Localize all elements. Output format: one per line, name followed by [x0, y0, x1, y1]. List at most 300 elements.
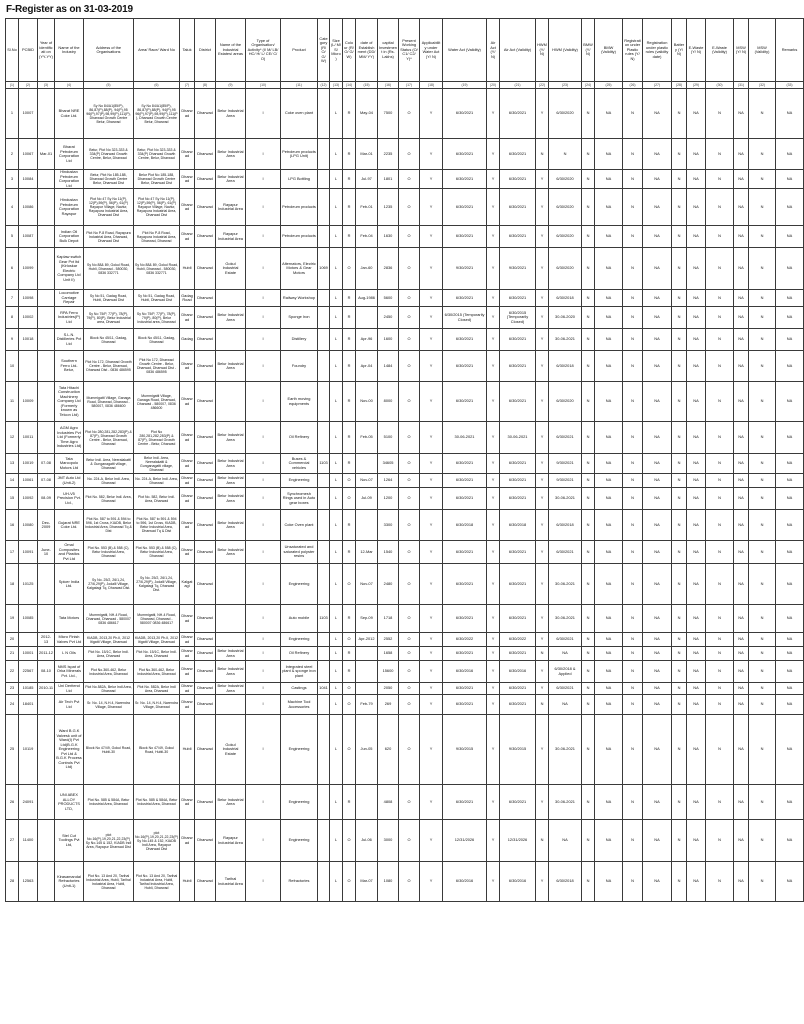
table-cell: Plot No. 13 And 20, Tarihal Industrial Area, Hubli, Tarihal Industrial Area, Hubli, Dharwad: [84, 862, 134, 902]
table-cell: 6/30/2021: [549, 633, 582, 647]
table-cell: N: [706, 862, 734, 902]
table-cell: N: [582, 170, 595, 189]
table-cell: Y: [536, 510, 549, 541]
table-cell: NA: [776, 454, 804, 474]
column-number: (27): [643, 82, 672, 89]
column-number: (10): [246, 82, 281, 89]
table-cell: Belur Indl. Area, Neeralakatti & Gunganagatti village, Dharwad: [84, 454, 134, 474]
table-cell: N: [706, 307, 734, 329]
table-cell: N: [706, 382, 734, 422]
table-cell: Tata Motors: [55, 605, 84, 633]
table-cell: Dharwad: [195, 661, 216, 683]
table-cell: 2010-11: [38, 683, 55, 695]
table-cell: I: [246, 715, 281, 785]
table-cell: O: [399, 290, 420, 307]
table-cell: Sy No 84/A1(85/P), 86,87(P),88(P), 94(P),95 96(P),97(P),98,99(P),111(P), Dharwad Growth Centre Belur, Dharwad: [134, 89, 180, 139]
table-cell: Engineering: [281, 715, 318, 785]
table-cell: 6/30/2021: [549, 422, 582, 454]
table-cell: R: [343, 139, 356, 170]
table-cell: NA: [687, 307, 706, 329]
table-cell: 6/30/2018: [443, 510, 487, 541]
table-cell: Belur, Plot No 323-333 & 334(P) Dharwad Growth Centre, Belur, Dharwad: [84, 139, 134, 170]
table-cell: Hubli: [180, 248, 195, 290]
table-cell: [318, 647, 330, 661]
table-cell: 6/30/2021: [443, 170, 487, 189]
table-cell: N: [672, 605, 687, 633]
table-cell: NA: [734, 290, 749, 307]
table-cell: Kalgatagi: [180, 564, 195, 605]
table-cell: NA: [595, 248, 623, 290]
table-cell: 10086: [19, 189, 38, 226]
table-cell: NA: [595, 661, 623, 683]
table-cell: O: [399, 820, 420, 862]
table-cell: Belur Industrial Area: [216, 661, 246, 683]
table-cell: Y: [536, 329, 549, 351]
table-cell: 2: [6, 139, 19, 170]
table-cell: I: [246, 820, 281, 862]
table-cell: N: [749, 89, 776, 139]
table-cell: Engineering: [281, 474, 318, 488]
table-cell: 269: [378, 695, 399, 715]
table-cell: Belur Industrial Area: [216, 89, 246, 139]
table-cell: 26: [6, 785, 19, 820]
table-cell: N: [672, 683, 687, 695]
table-cell: Jan-60: [356, 248, 378, 290]
table-cell: N: [623, 329, 643, 351]
table-cell: Plot No. 585 & 584A, Belur Industrial Area, Dharwad: [134, 785, 180, 820]
column-header: Applicability under Water Act (Y/ N): [420, 19, 443, 82]
table-cell: No. 224-A, Belur Indl. Area, Dharwad: [134, 474, 180, 488]
table-cell: Integrated steel plant & sponge iron plant: [281, 661, 318, 683]
table-row: [6, 382, 804, 422]
table-cell: 2050: [378, 683, 399, 695]
table-cell: L: [330, 351, 343, 382]
table-cell: 25: [6, 715, 19, 785]
table-cell: I: [246, 307, 281, 329]
table-cell: NA: [595, 510, 623, 541]
table-cell: 10080: [19, 510, 38, 541]
table-cell: 15: [6, 488, 19, 510]
table-cell: Locomotive Carriage Repair: [55, 290, 84, 307]
table-cell: Apr-96: [356, 329, 378, 351]
table-cell: Micro Finish Valves Pvt Ltd: [55, 633, 84, 647]
table-cell: Y: [420, 139, 443, 170]
table-cell: Y: [420, 382, 443, 422]
table-cell: NA: [776, 474, 804, 488]
table-cell: I: [246, 695, 281, 715]
table-cell: N: [582, 683, 595, 695]
table-cell: O: [343, 474, 356, 488]
table-cell: Y: [487, 647, 500, 661]
table-cell: N: [672, 307, 687, 329]
table-cell: NA: [595, 820, 623, 862]
table-cell: N: [582, 785, 595, 820]
column-header: Battery (Y/ N): [672, 19, 687, 82]
column-number: (1): [6, 82, 19, 89]
table-cell: 1540: [378, 541, 399, 564]
table-cell: O: [399, 474, 420, 488]
table-cell: N: [749, 695, 776, 715]
table-cell: N: [623, 382, 643, 422]
table-cell: Y: [420, 351, 443, 382]
table-cell: 1658: [378, 647, 399, 661]
table-cell: [38, 695, 55, 715]
table-cell: L: [330, 139, 343, 170]
table-cell: Sy No 51, Gadag Road, Hubli, Dharwad Dist: [84, 290, 134, 307]
table-cell: NA: [776, 189, 804, 226]
table-cell: Y: [487, 290, 500, 307]
table-cell: 12/31/2026: [443, 820, 487, 862]
table-cell: NA: [734, 89, 749, 139]
table-cell: Y: [536, 474, 549, 488]
table-row: [6, 226, 804, 248]
table-cell: Rayapur Industrial Area: [216, 189, 246, 226]
table-cell: 9/30/2021: [500, 248, 536, 290]
table-cell: Feb-79: [356, 695, 378, 715]
table-cell: Y: [420, 488, 443, 510]
table-cell: NA: [687, 226, 706, 248]
table-cell: L: [330, 382, 343, 422]
table-cell: NA: [643, 862, 672, 902]
table-cell: L: [330, 474, 343, 488]
table-cell: NA: [643, 351, 672, 382]
table-cell: NA: [734, 307, 749, 329]
table-cell: 30-06-2021: [500, 422, 536, 454]
table-cell: NA: [595, 605, 623, 633]
table-cell: NA: [776, 605, 804, 633]
table-cell: 22: [6, 661, 19, 683]
table-cell: Y: [487, 683, 500, 695]
column-number: (22): [536, 82, 549, 89]
table-cell: I: [246, 647, 281, 661]
table-cell: Mar-01: [38, 139, 55, 170]
table-cell: N: [672, 715, 687, 785]
table-cell: Y: [420, 189, 443, 226]
table-cell: N: [582, 226, 595, 248]
table-cell: O: [399, 683, 420, 695]
table-cell: I: [246, 488, 281, 510]
table-cell: Y: [487, 307, 500, 329]
table-cell: I: [246, 170, 281, 189]
table-cell: I: [246, 683, 281, 695]
column-number: (7): [180, 82, 195, 89]
table-cell: KIADB, 2013,20 Ph.II, 2012 Itigatti Village, Dharwad: [134, 633, 180, 647]
table-cell: Mummigatti Village, Ganaga Road, Dharwad, Dharwad - 580007, 0836 486600: [84, 382, 134, 422]
table-cell: 6/30/2021: [443, 189, 487, 226]
table-cell: Plot No.582A, Belur Indl Area, Dharwad: [85, 684, 132, 693]
table-cell: 6/30/2021: [443, 226, 487, 248]
table-cell: NA: [776, 89, 804, 139]
table-cell: NA: [643, 290, 672, 307]
table-cell: N: [706, 454, 734, 474]
column-number: (32): [749, 82, 776, 89]
table-cell: 6/30/2021: [500, 290, 536, 307]
table-cell: NA: [734, 329, 749, 351]
table-cell: [318, 382, 330, 422]
table-cell: Belur, Plot No 185-188, Dharwad Growth Centre Belur, Dharwad Dist: [84, 170, 134, 189]
table-cell: 6/30/2021: [443, 488, 487, 510]
table-cell: NA: [734, 647, 749, 661]
table-cell: Y: [536, 683, 549, 695]
table-row: [6, 474, 804, 488]
table-cell: N: [536, 820, 549, 862]
column-header-row: [6, 19, 804, 82]
table-cell: Rayapur Industrial Area: [216, 820, 246, 862]
table-cell: Dharwad: [195, 351, 216, 382]
table-cell: N: [623, 683, 643, 695]
table-cell: Plot No 47 Sy No 11(P), 12(P),59(P), 56(P), 61(P) Rayapur Village, Navlur, Rayapura Industrial Area, Dharwad Dist: [134, 189, 180, 226]
table-cell: Y: [536, 785, 549, 820]
table-cell: Auto mobile: [281, 605, 318, 633]
column-number: (21): [500, 82, 536, 89]
table-cell: 6/30/2016: [443, 862, 487, 902]
table-cell: NA: [595, 170, 623, 189]
table-cell: Earth moving equipments: [281, 382, 318, 422]
table-cell: Plot No 172, Dharwad Growth Centre - Belur, Dharwad, Dharwad Dist - 0836 486595: [84, 351, 134, 382]
table-cell: NA: [643, 820, 672, 862]
table-cell: 6/30/2021: [443, 564, 487, 605]
table-cell: Plot No. 553 (B) & 558 (C), Belur Industrial Area, Dharwad: [134, 541, 180, 564]
table-cell: L: [330, 189, 343, 226]
table-cell: Dharwad: [195, 715, 216, 785]
table-row: [6, 785, 804, 820]
table-cell: 1718: [378, 605, 399, 633]
table-cell: 2480: [378, 564, 399, 605]
table-cell: [19, 351, 38, 382]
table-cell: Y: [420, 820, 443, 862]
table-cell: NA: [687, 248, 706, 290]
table-cell: Dharwad: [180, 474, 195, 488]
table-cell: NA: [776, 139, 804, 170]
table-cell: Jul-06: [356, 820, 378, 862]
column-number: (15): [356, 82, 378, 89]
table-cell: NA: [734, 474, 749, 488]
table-cell: L: [330, 307, 343, 329]
table-cell: 10084: [19, 170, 38, 189]
table-cell: plot No.16(P),19,20,21,22,23(P) Sy No.145 & 152, KIADB Indl Area, Rayapur Dharwad Dist: [134, 820, 180, 862]
table-cell: 13: [6, 454, 19, 474]
table-cell: O: [399, 862, 420, 902]
table-cell: Dharwad: [195, 89, 216, 139]
table-cell: 6/30/2021: [500, 189, 536, 226]
table-cell: N: [672, 382, 687, 422]
table-cell: [356, 785, 378, 820]
column-header: BMW (Validity): [595, 19, 623, 82]
table-cell: UH-V5 Precision Pvt. Ltd.,: [55, 488, 84, 510]
table-cell: 5600: [378, 290, 399, 307]
table-cell: NA: [776, 510, 804, 541]
column-header: Registration under plastic rules (validity date): [643, 19, 672, 82]
table-cell: 6/30/2016: [500, 862, 536, 902]
column-header: Water Act (Validity): [443, 19, 487, 82]
table-cell: [38, 564, 55, 605]
table-cell: NA: [595, 454, 623, 474]
table-cell: N: [582, 695, 595, 715]
table-cell: [38, 820, 55, 862]
table-cell: 8: [6, 307, 19, 329]
table-cell: N: [672, 89, 687, 139]
table-cell: N: [582, 454, 595, 474]
table-cell: Gadag Road: [180, 290, 195, 307]
table-cell: [38, 862, 55, 902]
column-header: Name of the Industry: [55, 19, 84, 82]
table-row: [6, 683, 804, 695]
table-cell: Belur Indl. Area, Neeralakatti & Gunganagatti village, Dharwad: [134, 454, 180, 474]
table-cell: NA: [776, 820, 804, 862]
table-cell: 10061: [19, 474, 38, 488]
table-cell: NA: [643, 474, 672, 488]
table-cell: NA: [595, 564, 623, 605]
table-cell: NA: [687, 351, 706, 382]
table-cell: AGM Agro Industries Pvt Ltd (Formerly Time Agro Industries Ltd): [55, 422, 84, 454]
table-cell: O: [399, 647, 420, 661]
table-cell: NA: [687, 474, 706, 488]
table-cell: NA: [595, 189, 623, 226]
table-cell: Y: [536, 715, 549, 785]
table-cell: N: [582, 510, 595, 541]
table-cell: Sponge Iron: [281, 307, 318, 329]
table-cell: O: [399, 564, 420, 605]
table-cell: R: [343, 290, 356, 307]
table-cell: N: [623, 862, 643, 902]
table-cell: 6/30/2021: [443, 454, 487, 474]
table-cell: I: [246, 564, 281, 605]
table-cell: RPA Ferro Industries(P) Ltd: [55, 307, 84, 329]
table-cell: [318, 541, 330, 564]
table-cell: [38, 382, 55, 422]
table-cell: O: [399, 248, 420, 290]
table-cell: Dharwad: [195, 248, 216, 290]
table-cell: Mar-01: [356, 139, 378, 170]
table-cell: [38, 226, 55, 248]
table-cell: I: [246, 510, 281, 541]
table-cell: [38, 307, 55, 329]
column-header: E-Waste (Y/ N): [687, 19, 706, 82]
table-cell: Y: [487, 488, 500, 510]
table-cell: NA: [734, 170, 749, 189]
table-cell: O: [399, 189, 420, 226]
table-cell: 10085: [19, 605, 38, 633]
table-cell: Plot No. 13 And 20, Tarihal Industrial Area, Hubli, Tarihal Industrial Area, Hubli, Dharwad: [134, 862, 180, 902]
table-cell: O: [343, 488, 356, 510]
table-cell: Y: [420, 564, 443, 605]
table-cell: Jul-09: [356, 488, 378, 510]
table-cell: NA: [734, 564, 749, 605]
table-cell: [318, 715, 330, 785]
table-cell: Apr-04: [356, 351, 378, 382]
table-cell: N: [672, 510, 687, 541]
table-cell: Plot No 280,281,282,283(P) & 87(P), Dharwad Growth Centre - Belur, Dharwad: [134, 422, 180, 454]
table-cell: Y: [487, 862, 500, 902]
table-cell: N: [672, 139, 687, 170]
table-row: [6, 454, 804, 474]
table-cell: R: [343, 647, 356, 661]
table-cell: Dharwad: [180, 661, 195, 683]
column-header: Air Act (Y/ N): [487, 19, 500, 82]
table-cell: Kaplaw switch Gear Pvt ltd (Kirloskar Electric Company Ltd Unit II): [55, 248, 84, 290]
table-cell: NA: [734, 488, 749, 510]
table-cell: Sy No. 25/2, 26/1,24, 27/6,29(P), Jodalli Village, Kalgatagi Tq, Dharwad Dist.: [134, 564, 180, 605]
table-cell: Y: [536, 454, 549, 474]
table-cell: Dharwad: [195, 382, 216, 422]
column-number: (12): [318, 82, 330, 89]
table-cell: N: [536, 139, 549, 170]
table-cell: N: [749, 488, 776, 510]
table-cell: L: [330, 226, 343, 248]
table-cell: N: [582, 633, 595, 647]
table-cell: Jun-05: [356, 715, 378, 785]
table-cell: N: [749, 820, 776, 862]
table-cell: [318, 307, 330, 329]
table-cell: 6/30/2021: [500, 695, 536, 715]
table-cell: N: [672, 329, 687, 351]
table-cell: Y: [420, 510, 443, 541]
table-cell: 2012-13: [38, 633, 55, 647]
table-cell: O: [399, 454, 420, 474]
table-cell: N: [749, 510, 776, 541]
table-cell: N: [672, 647, 687, 661]
table-cell: N: [582, 329, 595, 351]
table-cell: I: [246, 862, 281, 902]
table-cell: 30-06-2021: [549, 329, 582, 351]
table-cell: N: [706, 785, 734, 820]
table-cell: [356, 454, 378, 474]
table-cell: N: [582, 89, 595, 139]
table-cell: 15600: [378, 661, 399, 683]
table-cell: 2552: [378, 633, 399, 647]
table-cell: Stel Cut Toolings Pvt Ltd,: [55, 820, 84, 862]
table-cell: NA: [776, 785, 804, 820]
table-cell: UNI ABEX ALLOY PRODUCTS LTD,: [55, 785, 84, 820]
table-cell: Belur Industrial Area: [216, 422, 246, 454]
table-cell: 28: [6, 862, 19, 902]
table-cell: 30-06-2021: [549, 715, 582, 785]
table-cell: NA: [687, 715, 706, 785]
column-number: (31): [734, 82, 749, 89]
table-cell: NA: [776, 226, 804, 248]
table-cell: Dharwad: [195, 510, 216, 541]
table-cell: NA: [734, 683, 749, 695]
table-cell: NA: [776, 382, 804, 422]
table-cell: N: [749, 329, 776, 351]
table-cell: May-04: [356, 89, 378, 139]
table-cell: Block No 45/11, Gadag, Dharwad: [134, 329, 180, 351]
table-cell: N: [706, 329, 734, 351]
table-cell: 30-06-2021: [549, 605, 582, 633]
table-cell: 3: [6, 170, 19, 189]
table-cell: Dharwad: [195, 422, 216, 454]
table-cell: [318, 329, 330, 351]
table-cell: Y: [536, 170, 549, 189]
table-cell: Y: [420, 454, 443, 474]
table-cell: Machine Tool Accessories: [281, 695, 318, 715]
table-cell: N: [749, 307, 776, 329]
table-cell: 11: [6, 382, 19, 422]
table-cell: 6/30/2021: [443, 785, 487, 820]
table-cell: Dharwad: [195, 785, 216, 820]
table-cell: N: [706, 647, 734, 661]
table-cell: N: [706, 189, 734, 226]
table-cell: N: [706, 564, 734, 605]
table-cell: NA: [643, 683, 672, 695]
table-cell: NA: [687, 862, 706, 902]
table-cell: N: [672, 454, 687, 474]
table-cell: 6/30/2018: [549, 510, 582, 541]
table-cell: L: [330, 785, 343, 820]
table-cell: Dharwad: [180, 695, 195, 715]
table-cell: R: [343, 785, 356, 820]
table-cell: L: [330, 820, 343, 862]
